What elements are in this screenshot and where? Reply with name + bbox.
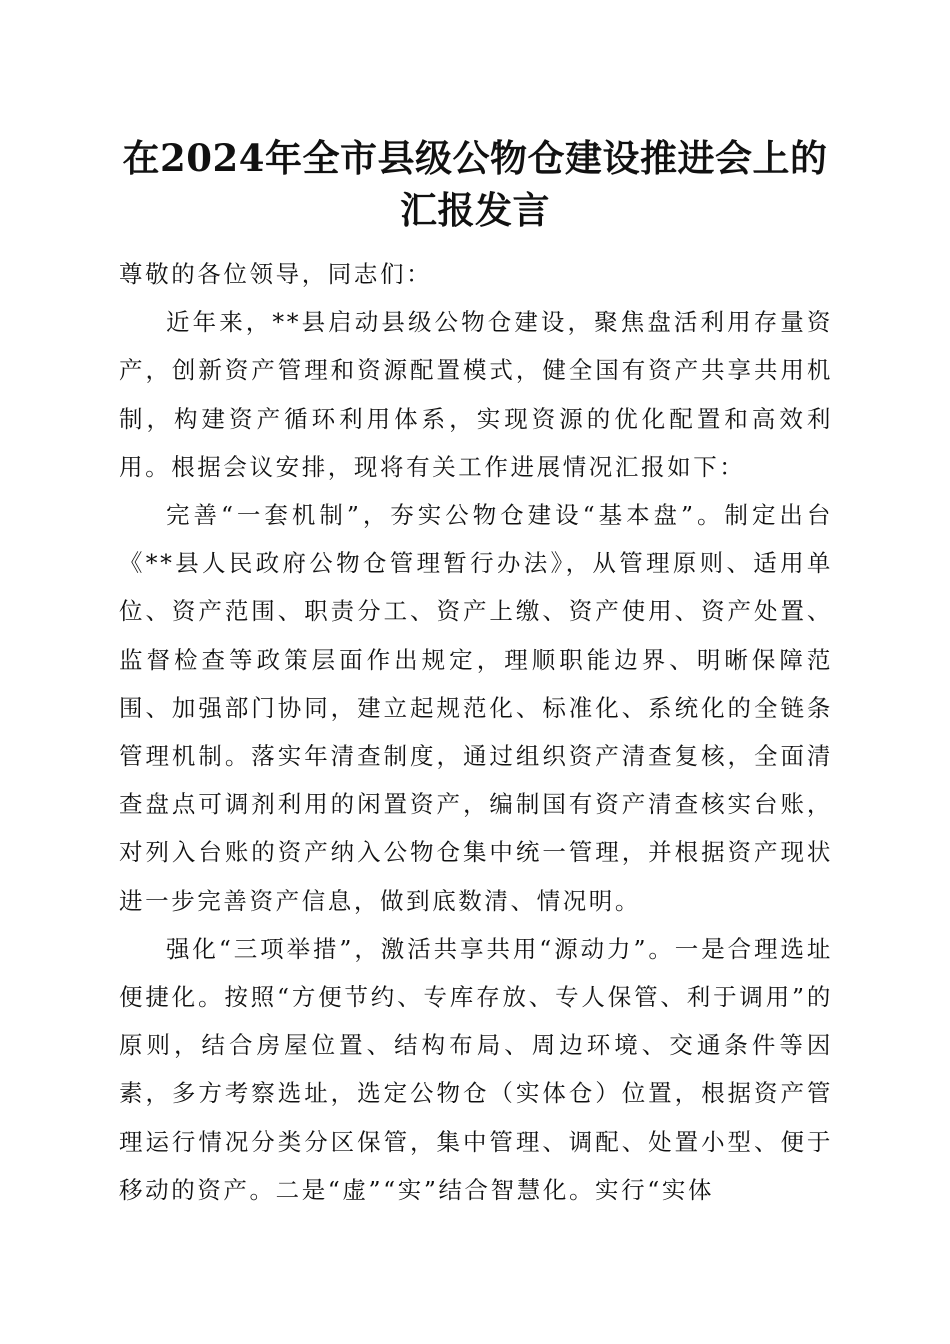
document-title: 在2024年全市县级公物仓建设推进会上的汇报发言 — [122, 136, 828, 232]
paragraph-measures: 强化“三项举措”，激活共享共用“源动力”。一是合理选址便捷化。按照“方便节约、专库存放、专人保管、利于调用”的原则，结合房屋位置、结构布局、周边环境、交通条件等因素，多方考察选址，选定公物仓（实体仓）位置，根据资产管理运行情况分类分区保管，集中管理、调配、处置小型、便于移动的资产。二是“虚”“实”结合智慧化。实行“实体 — [119, 934, 833, 1204]
salutation: 尊敬的各位领导，同志们： — [119, 260, 433, 288]
document-body — [119, 250, 833, 1214]
paragraph-mechanism: 完善“一套机制”，夯实公物仓建设“基本盘”。制定出台《**县人民政府公物仓管理暂行办法》，从管理原则、适用单位、资产范围、职责分工、资产上缴、资产使用、资产处置、监督检查等政策层面作出规定，理顺职能边界、明晰保障范围、加强部门协同，建立起规范化、标准化、系统化的全链条管理机制。落实年清查制度，通过组织资产清查复核，全面清查盘点可调剂利用的闲置资产，编制国有资产清查核实台账，对列入台账的资产纳入公物仓集中统一管理，并根据资产现状进一步完善资产信息，做到底数清、情况明。 — [119, 501, 833, 915]
paragraph-intro: 近年来，**县启动县级公物仓建设，聚焦盘活利用存量资产，创新资产管理和资源配置模式，健全国有资产共享共用机制，构建资产循环利用体系，实现资源的优化配置和高效利用。根据会议安排，现将有关工作进展情况汇报如下： — [119, 308, 833, 481]
